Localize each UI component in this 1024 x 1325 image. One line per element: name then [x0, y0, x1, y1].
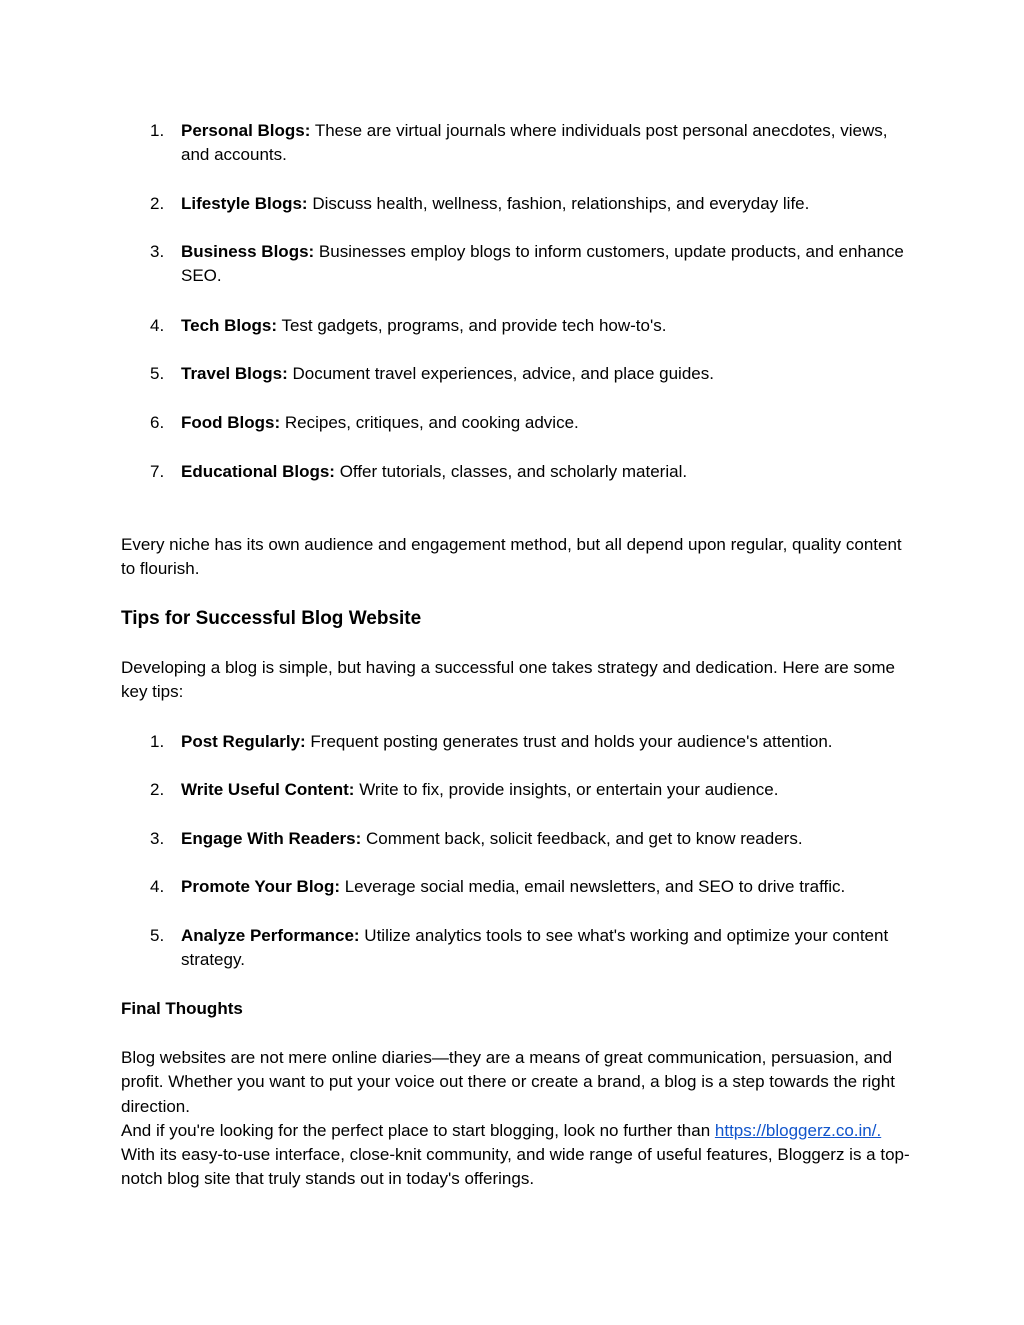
tips-intro-paragraph: Developing a blog is simple, but having a successful one takes strategy and dedication. Here are some key tips: — [121, 658, 895, 702]
final-paragraph-cta-after: With its easy-to-use interface, close-knit community, and wide range of useful features, Bloggerz is a top-notch blog site that truly stands out in today's offerings. — [121, 1145, 910, 1189]
list-item — [150, 192, 910, 216]
list-item — [150, 314, 910, 338]
bloggerz-link[interactable]: https://bloggerz.co.in/. — [714, 1120, 882, 1140]
list-item — [150, 827, 910, 851]
list-number: 3. — [150, 829, 165, 848]
list-number: 1. — [150, 121, 165, 140]
list-item — [150, 730, 910, 754]
list-item — [150, 460, 910, 484]
item-text: Comment back, solicit feedback, and get to know readers. — [361, 829, 803, 848]
item-text: Document travel experiences, advice, and place guides. — [287, 364, 714, 383]
final-paragraph-cta-before: And if you're looking for the perfect place to start blogging, look no further than — [121, 1120, 715, 1140]
niche-summary-paragraph: Every niche has its own audience and engagement method, but all depend upon regular, quality content to flourish. — [121, 535, 902, 579]
item-text: Discuss health, wellness, fashion, relationships, and everyday life. — [307, 194, 810, 213]
item-title: Educational Blogs: — [181, 462, 335, 481]
list-number: 7. — [150, 462, 165, 481]
list-item — [150, 119, 910, 168]
item-title: Analyze Performance: — [181, 926, 360, 945]
item-text: Recipes, critiques, and cooking advice. — [280, 413, 579, 432]
list-number: 3. — [150, 242, 165, 261]
list-number: 1. — [150, 732, 165, 751]
list-number: 4. — [150, 316, 165, 335]
list-item — [150, 411, 910, 435]
item-title: Personal Blogs: — [181, 121, 311, 140]
list-item — [150, 240, 910, 289]
list-number: 2. — [150, 194, 165, 213]
item-text: Test gadgets, programs, and provide tech how-to's. — [277, 316, 667, 335]
item-text: Leverage social media, email newsletters, and SEO to drive traffic. — [340, 877, 846, 896]
list-number: 5. — [150, 364, 165, 383]
final-paragraph — [121, 1046, 911, 1192]
list-number: 2. — [150, 780, 165, 799]
item-title: Business Blogs: — [181, 242, 315, 261]
item-text: Offer tutorials, classes, and scholarly material. — [334, 462, 688, 481]
item-title: Post Regularly: — [181, 732, 306, 751]
item-text: Businesses employ blogs to inform customers, update products, and enhance SEO. — [181, 242, 904, 286]
item-text: Utilize analytics tools to see what's working and optimize your content strategy. — [181, 926, 889, 970]
item-title: Travel Blogs: — [181, 364, 288, 383]
item-title: Promote Your Blog: — [181, 877, 340, 896]
list-number: 6. — [150, 413, 165, 432]
item-title: Tech Blogs: — [181, 316, 278, 335]
list-number: 4. — [150, 877, 165, 896]
item-text: Write to fix, provide insights, or entertain your audience. — [354, 780, 779, 799]
item-title: Lifestyle Blogs: — [181, 194, 308, 213]
list-number: 5. — [150, 926, 165, 945]
item-title: Write Useful Content: — [181, 780, 355, 799]
list-item — [150, 924, 910, 973]
list-item — [150, 778, 910, 802]
item-title: Food Blogs: — [181, 413, 281, 432]
list-item — [150, 875, 910, 899]
final-thoughts-heading: Final Thoughts — [121, 999, 243, 1018]
final-paragraph-text: Blog websites are not mere online diaries—they are a means of great communication, persuasion, and profit. Whether you want to put your voice out there or create a brand, a blog is a step towards the right direction. — [121, 1048, 895, 1116]
list-item — [150, 362, 910, 386]
item-text: Frequent posting generates trust and holds your audience's attention. — [305, 732, 833, 751]
item-text: These are virtual journals where individuals post personal anecdotes, views, and accounts. — [181, 121, 888, 165]
tips-heading: Tips for Successful Blog Website — [121, 608, 422, 629]
item-title: Engage With Readers: — [181, 829, 362, 848]
